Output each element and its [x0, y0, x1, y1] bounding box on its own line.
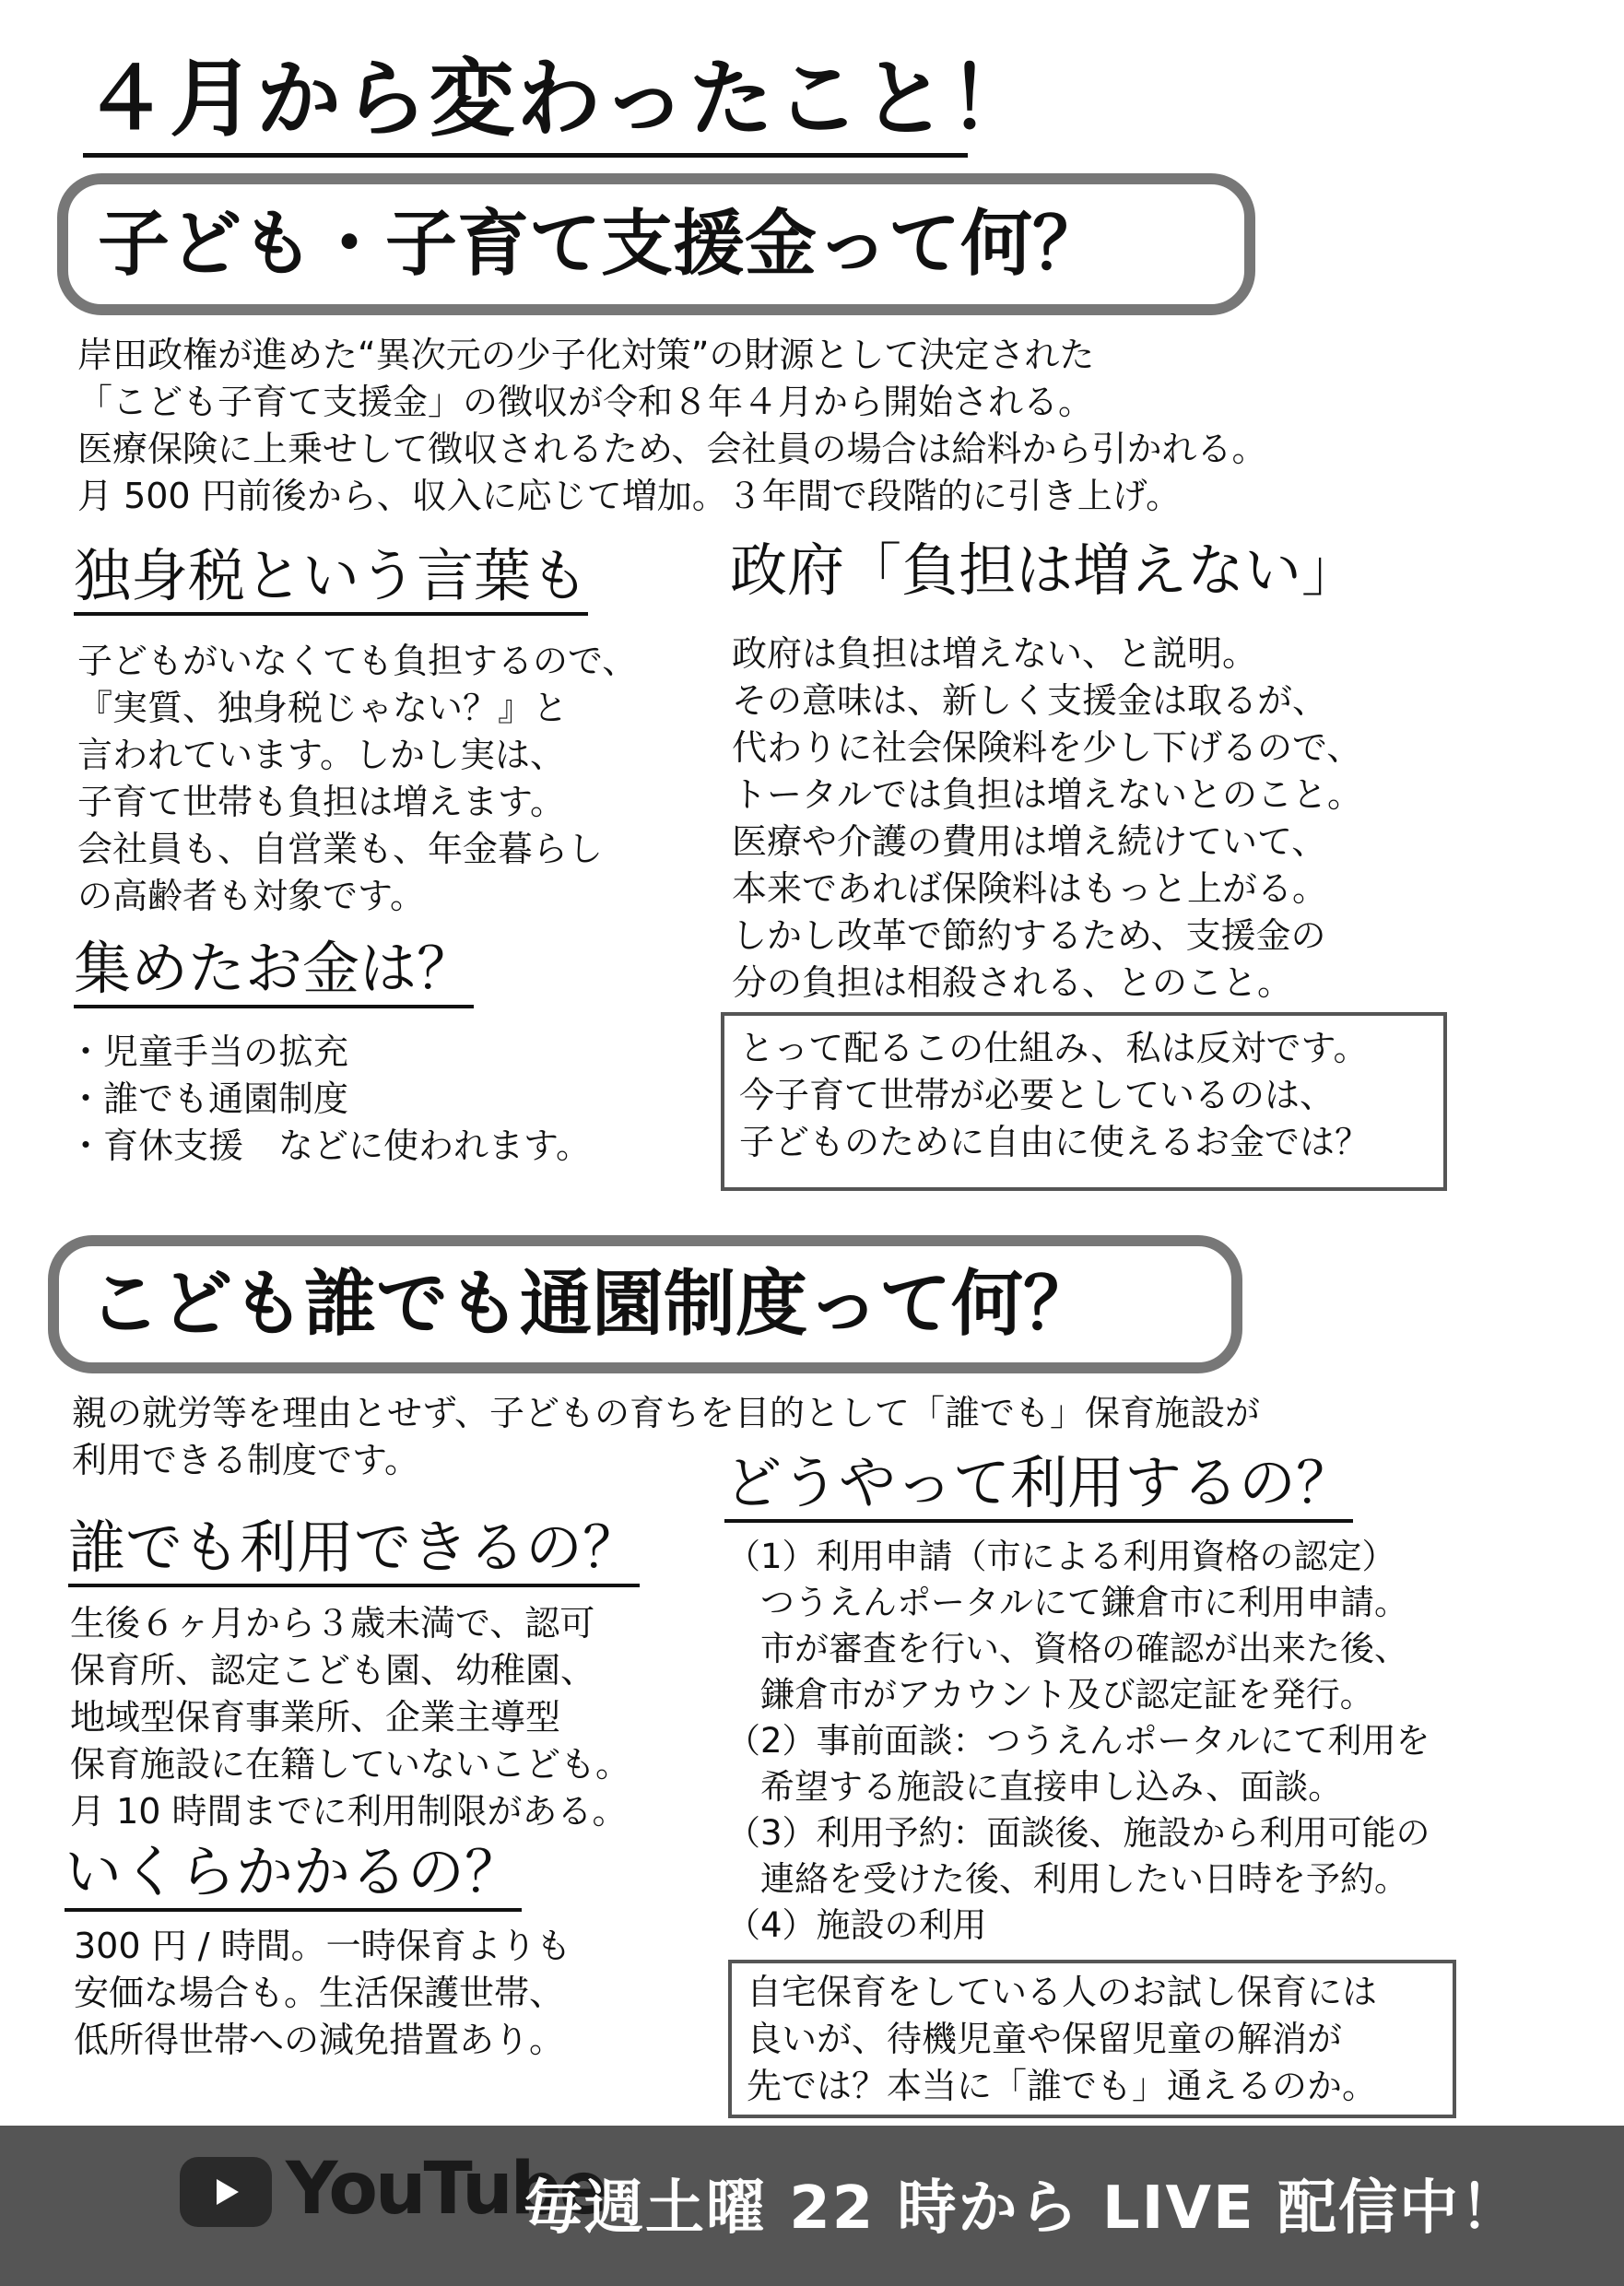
step-line: （4）施設の利用 — [726, 1905, 987, 1945]
howto-heading: どうやって利用するの？ — [724, 1455, 1353, 1523]
single-tax-body — [77, 638, 637, 920]
body-line: その意味は、新しく支援金は取るが、 — [732, 680, 1328, 721]
body-line: 300 円 / 時間。一時保育よりも — [74, 1926, 571, 1966]
body-line: 子育て世帯も負担は増えます。 — [77, 782, 565, 822]
step-line: 市が審査を行い、資格の確認が出来た後、 — [726, 1629, 1408, 1668]
intro-line: 医療保険に上乗せして徴収されるため、会社員の場合は給料から引かれる。 — [77, 429, 1267, 469]
play-icon — [209, 2175, 242, 2209]
step-line: 鎌倉市がアカウント及び認定証を発行。 — [726, 1675, 1374, 1714]
section2-banner: こども誰でも通園制度って何？ — [48, 1235, 1242, 1373]
government-heading: 政府「負担は増えない」 — [730, 536, 1359, 604]
body-line: 子どもがいなくても負担するので、 — [77, 641, 638, 681]
box-line: とって配るこの仕組み、私は反対です。 — [739, 1028, 1369, 1068]
box-line: 良いが、待機児童や保留児童の解消が — [747, 2019, 1343, 2059]
list-item: ・児童手当の拡充 — [68, 1031, 349, 1072]
body-line: 安価な場合も。生活保護世帯、 — [74, 1973, 565, 2013]
youtube-logo-text[interactable]: YouTube — [286, 2148, 606, 2231]
body-line: の高齢者も対象です。 — [77, 876, 425, 916]
box-line: 先では？本当に「誰でも」通えるのか。 — [747, 2066, 1378, 2106]
body-line: しかし改革で節約するため、支援金の — [732, 915, 1326, 956]
howto-steps — [726, 1534, 1430, 1949]
body-line: 代わりに社会保険料を少し下げるので、 — [732, 727, 1362, 768]
opinion-box — [721, 1012, 1447, 1191]
intro-line: 「こども子育て支援金」の徴収が令和８年４月から開始される。 — [77, 382, 1094, 422]
body-line: 保育所、認定こども園、幼稚園、 — [70, 1650, 596, 1691]
list-item: ・育休支援 などに使われます。 — [68, 1125, 591, 1166]
page-title: ４月から変わったこと！ — [83, 57, 968, 158]
government-body — [732, 630, 1362, 1007]
intro-line: 親の就労等を理由とせず、子どもの育ちを目的として「誰でも」保育施設が — [72, 1393, 1260, 1433]
step-line: 希望する施設に直接申し込み、面談。 — [726, 1767, 1343, 1807]
anyone-body — [70, 1600, 630, 1835]
step-line: （3）利用予約：面談後、施設から利用可能の — [726, 1813, 1430, 1853]
box-line: 子どものために自由に使えるお金では？ — [739, 1122, 1371, 1162]
body-line: 会社員も、自営業も、年金暮らし — [77, 829, 604, 869]
step-line: 連絡を受けた後、利用したい日時を予約。 — [726, 1859, 1408, 1899]
body-line: 低所得世帯への減免措置あり。 — [74, 2020, 565, 2060]
money-use-list — [68, 1029, 591, 1170]
intro-line: 月 500 円前後から、収入に応じて増加。３年間で段階的に引き上げ。 — [77, 476, 1182, 516]
body-line: 地域型保育事業所、企業主導型 — [70, 1697, 561, 1738]
step-line: （2）事前面談：つうえんポータルにて利用を — [726, 1721, 1430, 1761]
section1-banner: 子ども・子育て支援金って何？ — [57, 173, 1255, 315]
box-line: 自宅保育をしている人のお試し保育には — [747, 1972, 1378, 2012]
body-line: 分の負担は相殺される、とのこと。 — [732, 962, 1293, 1003]
body-line: トータルでは負担は増えないとのこと。 — [732, 774, 1363, 815]
box-line: 今子育て世帯が必要としているのは、 — [739, 1075, 1336, 1115]
body-line: 政府は負担は増えない、と説明。 — [732, 633, 1258, 674]
single-tax-heading: 独身税という言葉も — [74, 548, 588, 616]
anyone-heading: 誰でも利用できるの？ — [68, 1519, 640, 1587]
section1-intro — [77, 332, 1266, 520]
step-line: つうえんポータルにて鎌倉市に利用申請。 — [726, 1583, 1408, 1622]
youtube-play-button[interactable] — [180, 2157, 272, 2227]
cost-body — [74, 1923, 571, 2064]
step-line: （1）利用申請（市による利用資格の認定） — [726, 1537, 1396, 1576]
cost-heading: いくらかかるの？ — [65, 1844, 522, 1912]
body-line: 『実質、独身税じゃない？』と — [77, 688, 569, 728]
body-line: 生後６ヶ月から３歳未満で、認可 — [70, 1603, 595, 1644]
money-use-heading: 集めたお金は？ — [74, 940, 474, 1008]
opinion-box — [728, 1960, 1456, 2118]
body-line: 言われています。しかし実は、 — [77, 735, 565, 775]
intro-line: 利用できる制度です。 — [72, 1440, 419, 1480]
live-message: 毎週土曜 22 時から LIVE 配信中！ — [524, 2174, 1522, 2243]
body-line: 保育施設に在籍していないこども。 — [70, 1744, 631, 1785]
intro-line: 岸田政権が進めた“異次元の少子化対策”の財源として決定された — [77, 335, 1095, 375]
body-line: 本来であれば保険料はもっと上がる。 — [732, 868, 1328, 909]
list-item: ・誰でも通園制度 — [68, 1078, 349, 1119]
body-line: 月 10 時間までに利用制限がある。 — [70, 1791, 628, 1832]
body-line: 医療や介護の費用は増え続けていて、 — [732, 821, 1327, 862]
